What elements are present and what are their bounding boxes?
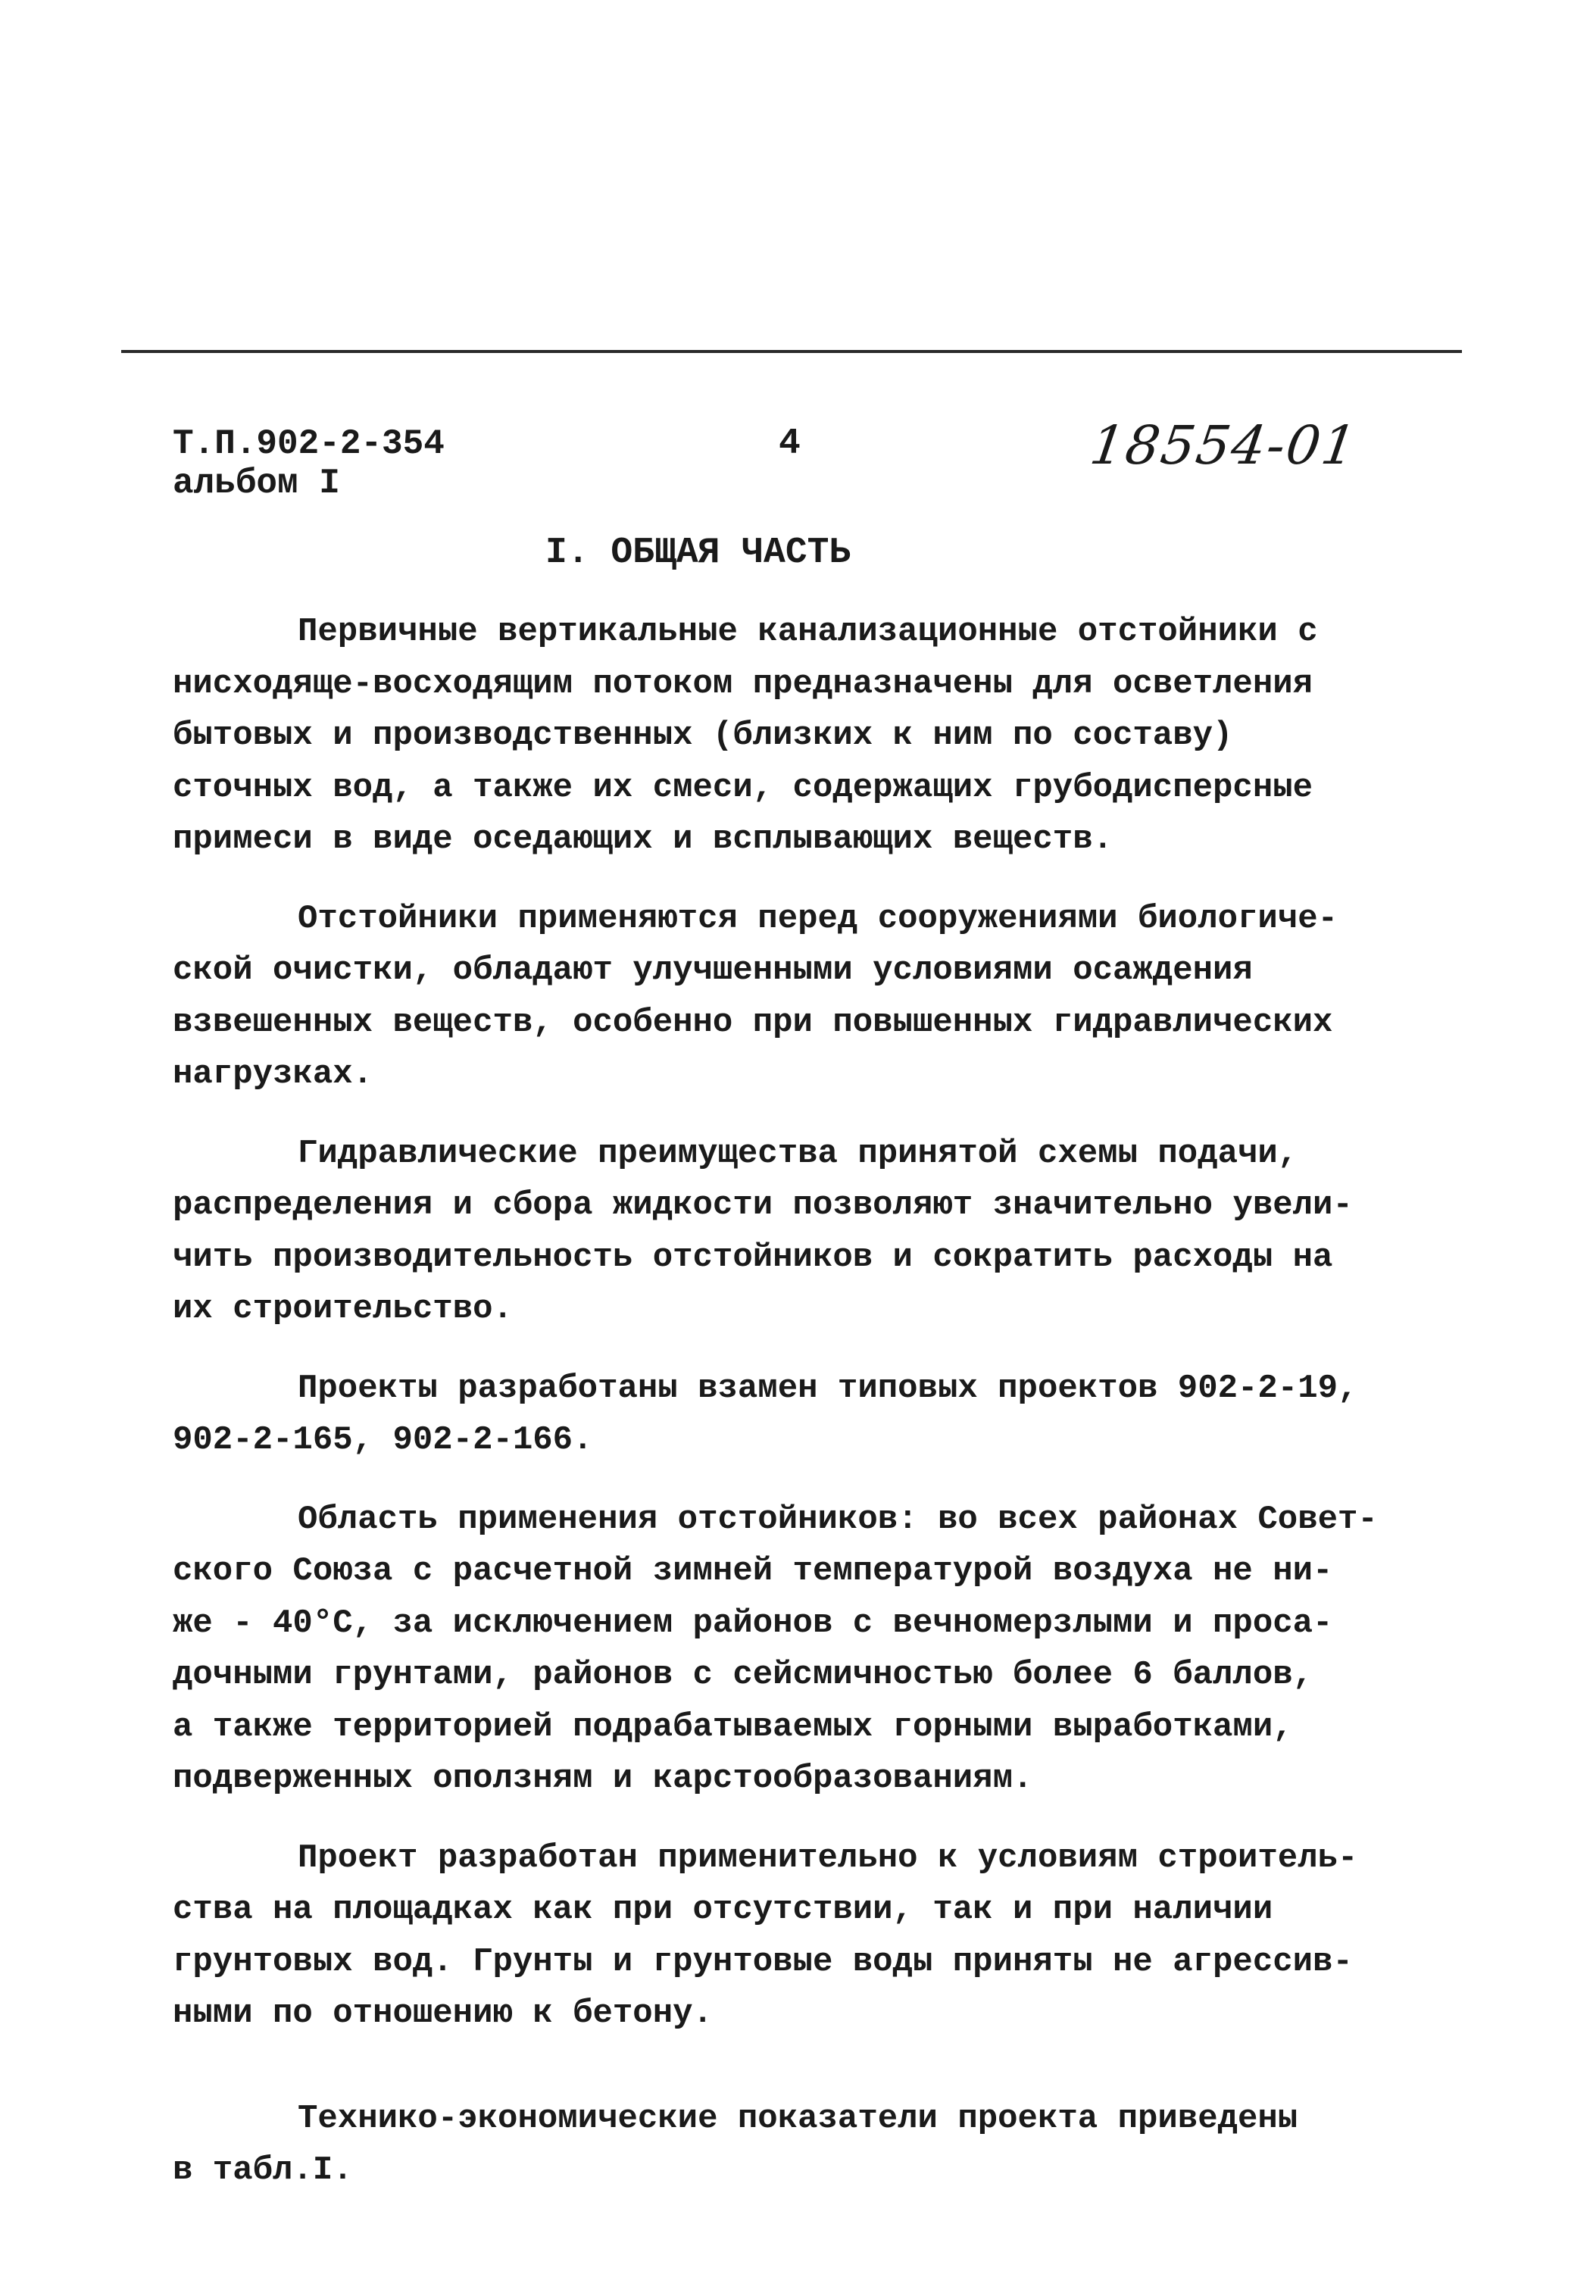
text-line: дочными грунтами, районов с сейсмичностью более 6 баллов, [173,1656,1313,1694]
text-line: ской очистки, обладают улучшенными условиями осаждения [173,951,1253,989]
text-line: нисходяще-восходящим потоком предназначены для осветления [173,664,1313,703]
body-text [173,606,1460,2197]
text-line: взвешенных веществ, особенно при повышенных гидравлических [173,1003,1333,1042]
text-line: 902-2-165, 902-2-166. [173,1421,593,1459]
paragraph-scope [173,1494,1460,1805]
section-title: I. ОБЩАЯ ЧАСТЬ [545,533,851,573]
paragraph-indicators [173,2093,1460,2197]
page-number: 4 [779,423,801,464]
paragraph-conditions [173,1832,1460,2040]
text-line: нагрузках. [173,1055,373,1093]
text-line: Гидравлические преимущества принятой схемы подачи, [298,1134,1298,1173]
paragraph-replacement [173,1363,1460,1467]
paragraph-advantages [173,1128,1460,1335]
doc-code: Т.П.902-2-354 [173,424,445,464]
text-line: подверженных оползням и карстообразованиям. [173,1760,1033,1798]
text-line: Проекты разработаны взамен типовых проектов 902-2-19, [298,1369,1358,1407]
album-label: альбом I [173,464,340,503]
text-line: же - 40°С, за исключением районов с вечномерзлыми и проса- [173,1604,1333,1642]
paragraph-usage [173,893,1460,1101]
text-line: чить производительность отстойников и сократить расходы на [173,1238,1333,1276]
text-line: Проект разработан применительно к условиям строитель- [298,1838,1358,1877]
text-line: бытовых и производственных (близких к ним по составу) [173,717,1233,754]
text-line: ства на площадках как при отсутствии, так и при наличии [173,1891,1273,1929]
paragraph-purpose [173,606,1460,866]
text-line: сточных вод, а также их смеси, содержащих грубодисперсные [173,768,1313,807]
text-line: примеси в виде оседающих и всплывающих веществ. [173,820,1113,858]
text-line: Первичные вертикальные канализационные отстойники с [298,613,1318,651]
text-line: распределения и сбора жидкости позволяют значительно увели- [173,1186,1353,1224]
text-line: в табл.I. [173,2151,353,2189]
text-line: ского Союза с расчетной зимней температурой воздуха не ни- [173,1552,1333,1590]
text-line: Область применения отстойников: во всех районах Совет- [298,1500,1378,1538]
text-line: Отстойники применяются перед сооружениями биологиче- [298,899,1338,938]
text-line: грунтовых вод. Грунты и грунтовые воды приняты не агрессив- [173,1942,1353,1981]
handwritten-number: 18554-01 [1086,414,1362,476]
text-line: их строительство. [173,1290,513,1328]
text-line: а также территорией подрабатываемых горными выработками, [173,1707,1293,1746]
text-line: ными по отношению к бетону. [173,1995,713,2032]
top-rule [121,350,1462,353]
text-line: Технико-экономические показатели проекта приведены [298,2099,1298,2138]
